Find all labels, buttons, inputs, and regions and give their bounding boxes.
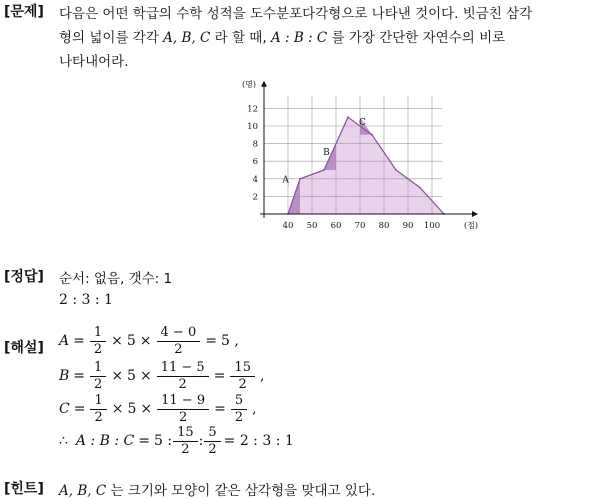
y-axis-unit-label: (명) xyxy=(242,79,256,89)
y-axis-arrow xyxy=(261,81,267,87)
y-tick-label-4: 4 xyxy=(252,174,258,185)
frequency-polygon-chart xyxy=(236,70,478,240)
y-tick-label-8: 8 xyxy=(252,139,258,150)
x-tick-label-90: 90 xyxy=(402,221,414,231)
x-tick-label-100: 100 xyxy=(423,221,441,231)
data-point-5 xyxy=(395,169,397,171)
solution-row-b: B = $\frac{1}{2}$ × 5 × $\frac{11 - 5}{2}$ = $\frac{15}{2}$ , xyxy=(59,360,265,392)
solution-row-a: A = $\frac{1}{2}$ × 5 × $\frac{4 - 0}{2}$ = 5 , xyxy=(59,325,239,357)
solution-tag: [해설] xyxy=(4,340,44,356)
data-point-2 xyxy=(323,169,325,171)
data-point-4 xyxy=(371,134,373,136)
answer-meta: 순서: 없음, 갯수: 1 xyxy=(59,271,173,287)
y-tick-label-2: 2 xyxy=(252,192,258,203)
therefore-symbol: ∴ xyxy=(59,433,68,450)
hint-vars: A, B, C xyxy=(59,483,107,499)
x-tick-label-40: 40 xyxy=(282,221,294,231)
x-axis-arrow xyxy=(472,211,478,217)
y-tick-label-12: 12 xyxy=(247,104,258,115)
problem-vars: A, B, C xyxy=(163,30,211,46)
solution-final: ∴ A : B : C = 5 : $\frac{15}{2}$ : $\frac{5}{2}$ = 2 : 3 : 1 xyxy=(59,425,294,457)
x-tick-label-50: 50 xyxy=(306,221,318,231)
region-label-c: C xyxy=(358,118,366,129)
hint-text: A, B, C 는 크기와 모양이 같은 삼각형을 맞대고 있다. xyxy=(59,483,376,499)
problem-ratio: A : B : C xyxy=(270,30,328,46)
x-axis-unit-label: (점) xyxy=(464,221,478,230)
y-tick-label-6: 6 xyxy=(252,157,258,168)
x-tick-label-80: 80 xyxy=(378,221,390,231)
hint-tag: [힌트] xyxy=(4,481,44,497)
x-tick-label-60: 60 xyxy=(330,221,342,231)
problem-line-1: 다음은 어떤 학급의 수학 성적을 도수분포다각형으로 나타낸 것이다. 빗금친 삼각 xyxy=(59,6,533,22)
data-point-1 xyxy=(299,178,301,180)
x-tick-label-70: 70 xyxy=(354,221,366,231)
solution-row-c: C = $\frac{1}{2}$ × 5 × $\frac{11 - 9}{2}$ = $\frac{5}{2}$ , xyxy=(59,393,257,425)
answer-value: 2 : 3 : 1 xyxy=(59,292,113,308)
problem-line-3: 나타내어라. xyxy=(59,54,129,70)
data-point-6 xyxy=(419,187,421,189)
problem-line-2: 형의 넓이를 각각 A, B, C 라 할 때, A : B : C 를 가장 간단한 자연수의 비로 xyxy=(59,30,506,46)
problem-tag: [문제] xyxy=(4,4,44,20)
y-tick-label-10: 10 xyxy=(247,122,258,132)
data-point-3 xyxy=(347,116,349,118)
region-label-b: B xyxy=(323,148,330,159)
answer-tag: [정답] xyxy=(4,269,44,285)
region-label-a: A xyxy=(282,175,289,186)
